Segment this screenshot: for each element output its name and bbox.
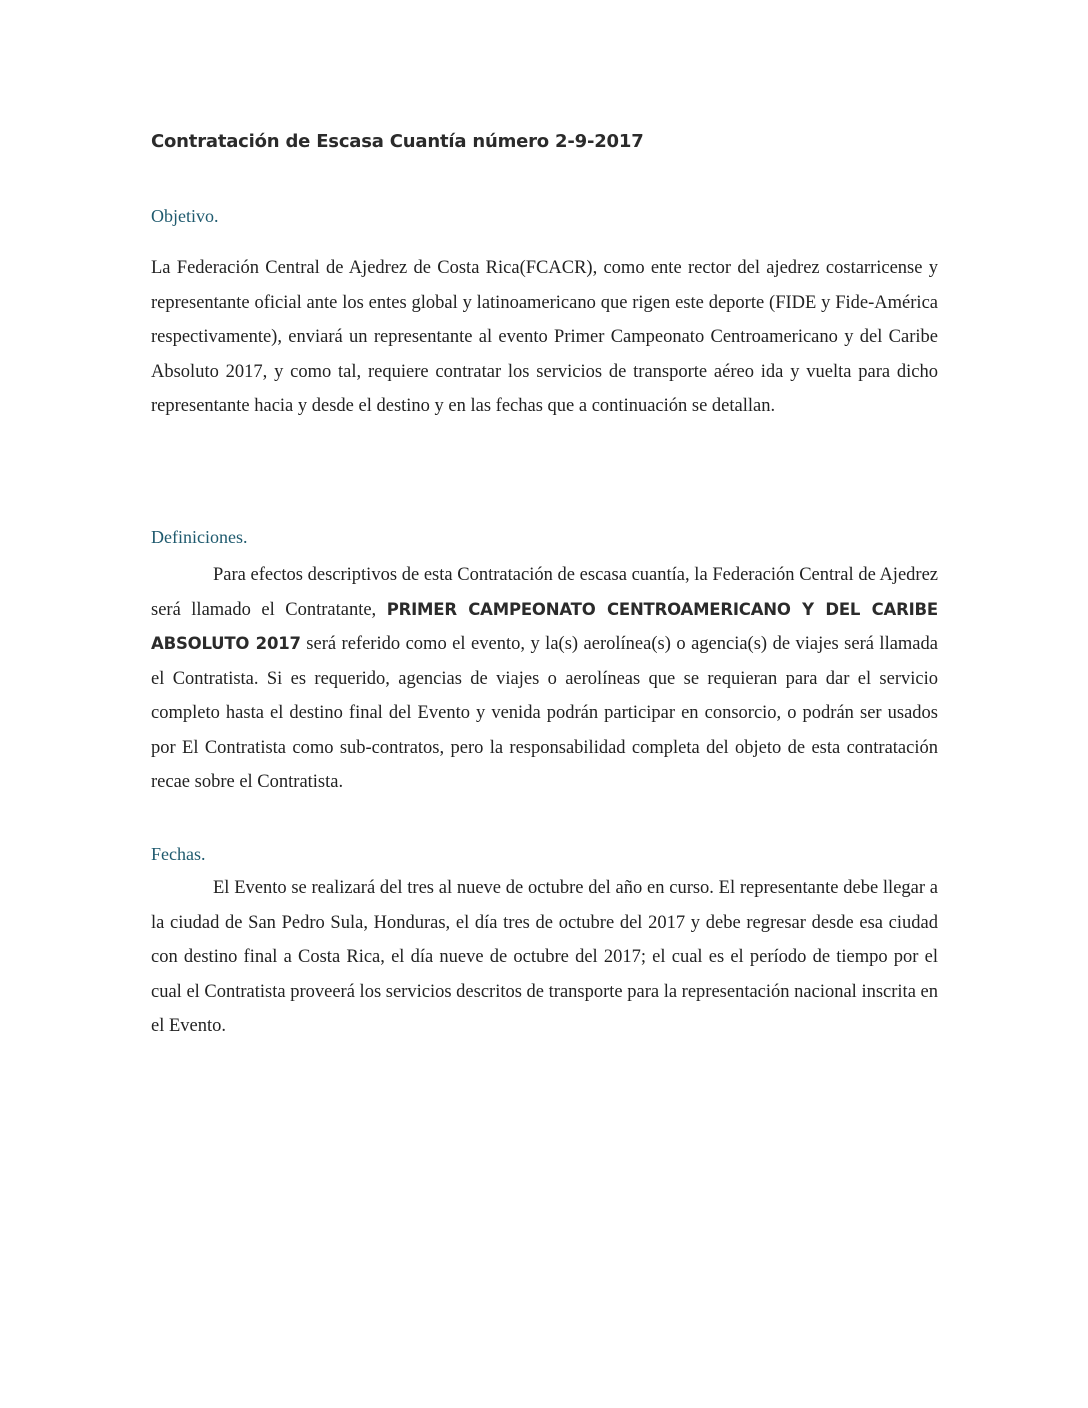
paragraph-fechas: El Evento se realizará del tres al nueve de octubre del año en curso. El representante debe llegar a la ciudad de San Pedro Sula, Honduras, el día tres de octubre del 2017 y debe regresar desde esa ciudad con destino final a Costa Rica, el día nueve de octubre del 2017; el cual es el período de tiempo por el cual el Contratista proveerá los servicios descritos de transporte para la representación nacional inscrita en el Evento.	[151, 878, 938, 1036]
event-name-bold: PRIMER CAMPEONATO CENTROAMERICANO Y DEL CARIBE ABSOLUTO 2017	[151, 599, 938, 653]
document-page	[151, 0, 938, 1408]
definiciones-text-after: será referido como el evento, y la(s) aerolínea(s) o agencia(s) de viajes será llamada el Contratista. Si es requerido, agencias de viajes o aerolíneas que se requieran para dar el servicio completo hasta el destino final del Evento y venida podrán participar en consorcio, o podrán ser usados por El Contratista como sub-contratos, pero la responsabilidad completa del objeto de esta contratación recae sobre el Contratista.	[151, 634, 938, 792]
section-heading-objetivo: Objetivo.	[151, 206, 219, 226]
paragraph-definiciones	[151, 558, 938, 800]
document-title: Contratación de Escasa Cuantía número 2-9-2017	[151, 131, 644, 152]
section-heading-fechas: Fechas.	[151, 844, 206, 864]
definiciones-text-before: Para efectos descriptivos de esta Contratación de escasa cuantía, la Federación Central de Ajedrez será llamado el Contratante,	[151, 565, 938, 620]
section-heading-definiciones: Definiciones.	[151, 527, 248, 547]
paragraph-objetivo: La Federación Central de Ajedrez de Costa Rica(FCACR), como ente rector del ajedrez costarricense y representante oficial ante los entes global y latinoamericano que rigen este deporte (FIDE y Fide-América respectivamente), enviará un representante al evento Primer Campeonato Centroamericano y del Caribe Absoluto 2017, y como tal, requiere contratar los servicios de transporte aéreo ida y vuelta para dicho representante hacia y desde el destino y en las fechas que a continuación se detallan.	[151, 258, 938, 416]
